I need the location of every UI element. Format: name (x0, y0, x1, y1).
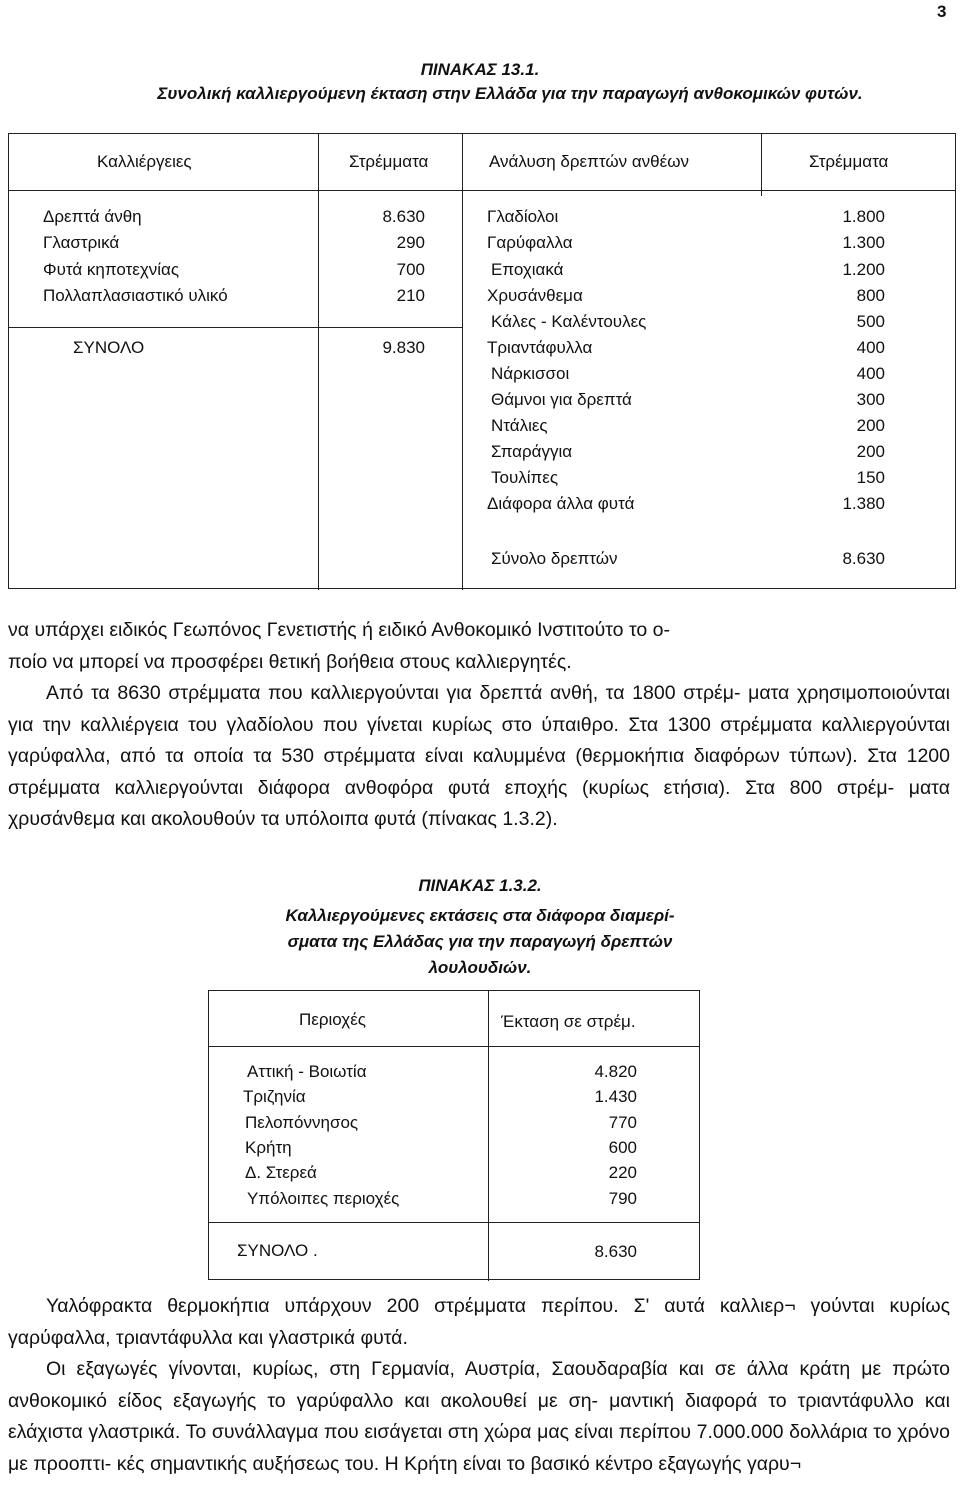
crop-label: Γλαστρικά (43, 233, 120, 252)
paragraph-line: ποίο να μπορεί να προσφέρει θετική βοήθεια στους καλλιεργητές. (8, 650, 572, 673)
header-flower-analysis: Ανάλυση δρεπτών ανθέων (489, 152, 689, 171)
flower-value: 200 (856, 442, 885, 461)
table-divider (462, 134, 463, 590)
paragraph-text: Υαλόφρακτα θερμοκήπια υπάρχουν 200 στρέμματα περίπου. Σ' αυτά καλλιερ¬ γούνται κυρίως γαρύφαλλα, τριαντάφυλλα και γλαστρικά φυτά. (8, 1295, 950, 1349)
flower-value: 200 (856, 416, 885, 435)
flower-value: 500 (856, 312, 885, 331)
region-label: Κρήτη (245, 1138, 292, 1157)
crops-total-label: ΣΥΝΟΛΟ (73, 338, 145, 357)
regions-table (208, 990, 700, 1280)
table1-subtitle: Συνολική καλλιεργούμενη έκταση στην Ελλάδα για την παραγωγή ανθοκομικών φυτών. (157, 84, 863, 103)
table-divider (488, 991, 489, 1281)
table-divider (761, 134, 762, 196)
regions-total-value: 8.630 (594, 1242, 637, 1261)
table-header-line (209, 1046, 699, 1047)
paragraph-text: Οι εξαγωγές γίνονται, κυρίως, στη Γερμανία, Αυστρία, Σαουδαραβία και σε άλλα κράτη με πρώτο ανθοκομικό είδος εξαγωγής το γαρύφαλλο και ακολουθεί με ση- μαντική διαφορά το τριαντάφυλλο και ελάχιστα γλαστρικά. Το συνάλλαγμα που εισάγεται στη χώρα μας είναι περίπου 7.000.000 δολλάρια το χρόνο με προοπτι- κές σημαντικής αυξήσεως του. Η Κρήτη είναι το βασικό κέντρο εξαγωγής γαρυ¬ (8, 1358, 950, 1475)
region-value: 790 (608, 1189, 637, 1208)
crop-value: 290 (396, 233, 425, 252)
header-regions: Περιοχές (299, 1010, 366, 1029)
subtitle-line: Καλλιεργούμενες εκτάσεις στα διάφορα διαμερί- (285, 906, 675, 925)
flower-value: 400 (856, 364, 885, 383)
header-area: Έκταση σε στρέμ. (501, 1012, 636, 1031)
table2-subtitle (230, 903, 730, 981)
region-label: Τριζηνία (243, 1087, 306, 1106)
flower-value: 300 (856, 390, 885, 409)
table-header-line (9, 190, 955, 191)
flower-label: Θάμνοι για δρεπτά (491, 390, 632, 409)
crop-label: Πολλαπλασιαστικό υλικό (43, 286, 228, 305)
page-number: 3 (937, 2, 947, 21)
crops-total-value: 9.830 (382, 338, 425, 357)
flower-value: 1.300 (842, 233, 885, 252)
flower-value: 1.380 (842, 494, 885, 513)
body-paragraph-1 (8, 615, 950, 836)
flower-label: Κάλες - Καλέντουλες (491, 312, 647, 331)
crop-value: 8.630 (382, 207, 425, 226)
flower-value: 1.800 (842, 207, 885, 226)
flower-label: Χρυσάνθεμα (487, 286, 583, 305)
region-value: 1.430 (594, 1087, 637, 1106)
flowers-total-label: Σύνολο δρεπτών (491, 549, 618, 568)
flower-label: Σπαράγγια (491, 442, 573, 461)
region-label: Υπόλοιπες περιοχές (247, 1189, 400, 1208)
crop-label: Δρεπτά άνθη (43, 207, 142, 226)
table-total-line (209, 1222, 699, 1223)
flower-label: Τριαντάφυλλα (487, 338, 593, 357)
region-label: Πελοπόννησος (245, 1113, 359, 1132)
header-crops: Καλλιέργειες (97, 152, 192, 171)
region-value: 4.820 (594, 1062, 637, 1081)
flower-label: Νάρκισσοι (491, 364, 570, 383)
subtitle-line: λουλουδιών. (428, 958, 532, 977)
header-stremmata: Στρέμματα (349, 152, 429, 171)
paragraph-line: να υπάρχει ειδικός Γεωπόνος Γενετιστής ή ειδικό Ανθοκομικό Ινστιτούτο το ο- (8, 619, 670, 641)
flower-value: 150 (856, 468, 885, 487)
table2-title: ΠΙΝΑΚΑΣ 1.3.2. (418, 876, 542, 895)
flower-label: Γαρύφαλλα (487, 233, 573, 252)
region-label: Αττική - Βοιωτία (247, 1062, 367, 1081)
crop-value: 210 (396, 286, 425, 305)
flower-value: 800 (856, 286, 885, 305)
region-value: 220 (608, 1163, 637, 1182)
table-row-line (318, 327, 462, 328)
subtitle-line: σματα της Ελλάδας για την παραγωγή δρεπτών (287, 932, 673, 951)
region-value: 770 (608, 1113, 637, 1132)
regions-total-label: ΣΥΝΟΛΟ . (237, 1241, 318, 1260)
header-stremmata-2: Στρέμματα (809, 152, 889, 171)
body-paragraph-2 (8, 1291, 950, 1480)
flower-value: 1.200 (842, 260, 885, 279)
flower-label: Εποχιακά (491, 260, 564, 279)
flower-value: 400 (856, 338, 885, 357)
region-label: Δ. Στερεά (245, 1163, 317, 1182)
paragraph-text: Από τα 8630 στρέμματα που καλλιεργούνται για δρεπτά ανθή, τα 1800 στρέμ- ματα χρησιμοποιούνται για την καλλιέργεια του γλαδίολου που γίνεται κυρίως στο ύπαιθρο. Στα 1300 στρέμματα καλλιεργούνται γαρύφαλλα, από τα οποία τα 530 στρέμματα είναι καλυμμένα (θερμοκήπια διαφόρων τύπων). Στα 1200 στρέμματα καλλιεργούνται διάφορα ανθοφόρα φυτά εποχής (κυρίως ετήσια). Στα 800 στρέμ- ματα χρυσάνθεμα και ακολουθούν τα υπόλοιπα φυτά (πίνακας 1.3.2). (8, 682, 950, 830)
flower-label: Γλαδίολοι (487, 207, 559, 226)
region-value: 600 (608, 1138, 637, 1157)
table-row-line (9, 327, 318, 328)
table1-title: ΠΙΝΑΚΑΣ 13.1. (420, 60, 540, 79)
crop-label: Φυτά κηποτεχνίας (43, 260, 180, 279)
flower-label: Ντάλιες (491, 416, 548, 435)
flowers-total-value: 8.630 (842, 549, 885, 568)
table-divider (318, 134, 319, 590)
flower-label: Τουλίπες (491, 468, 559, 487)
flower-label: Διάφορα άλλα φυτά (487, 494, 635, 513)
crops-table (8, 133, 956, 589)
crop-value: 700 (396, 260, 425, 279)
